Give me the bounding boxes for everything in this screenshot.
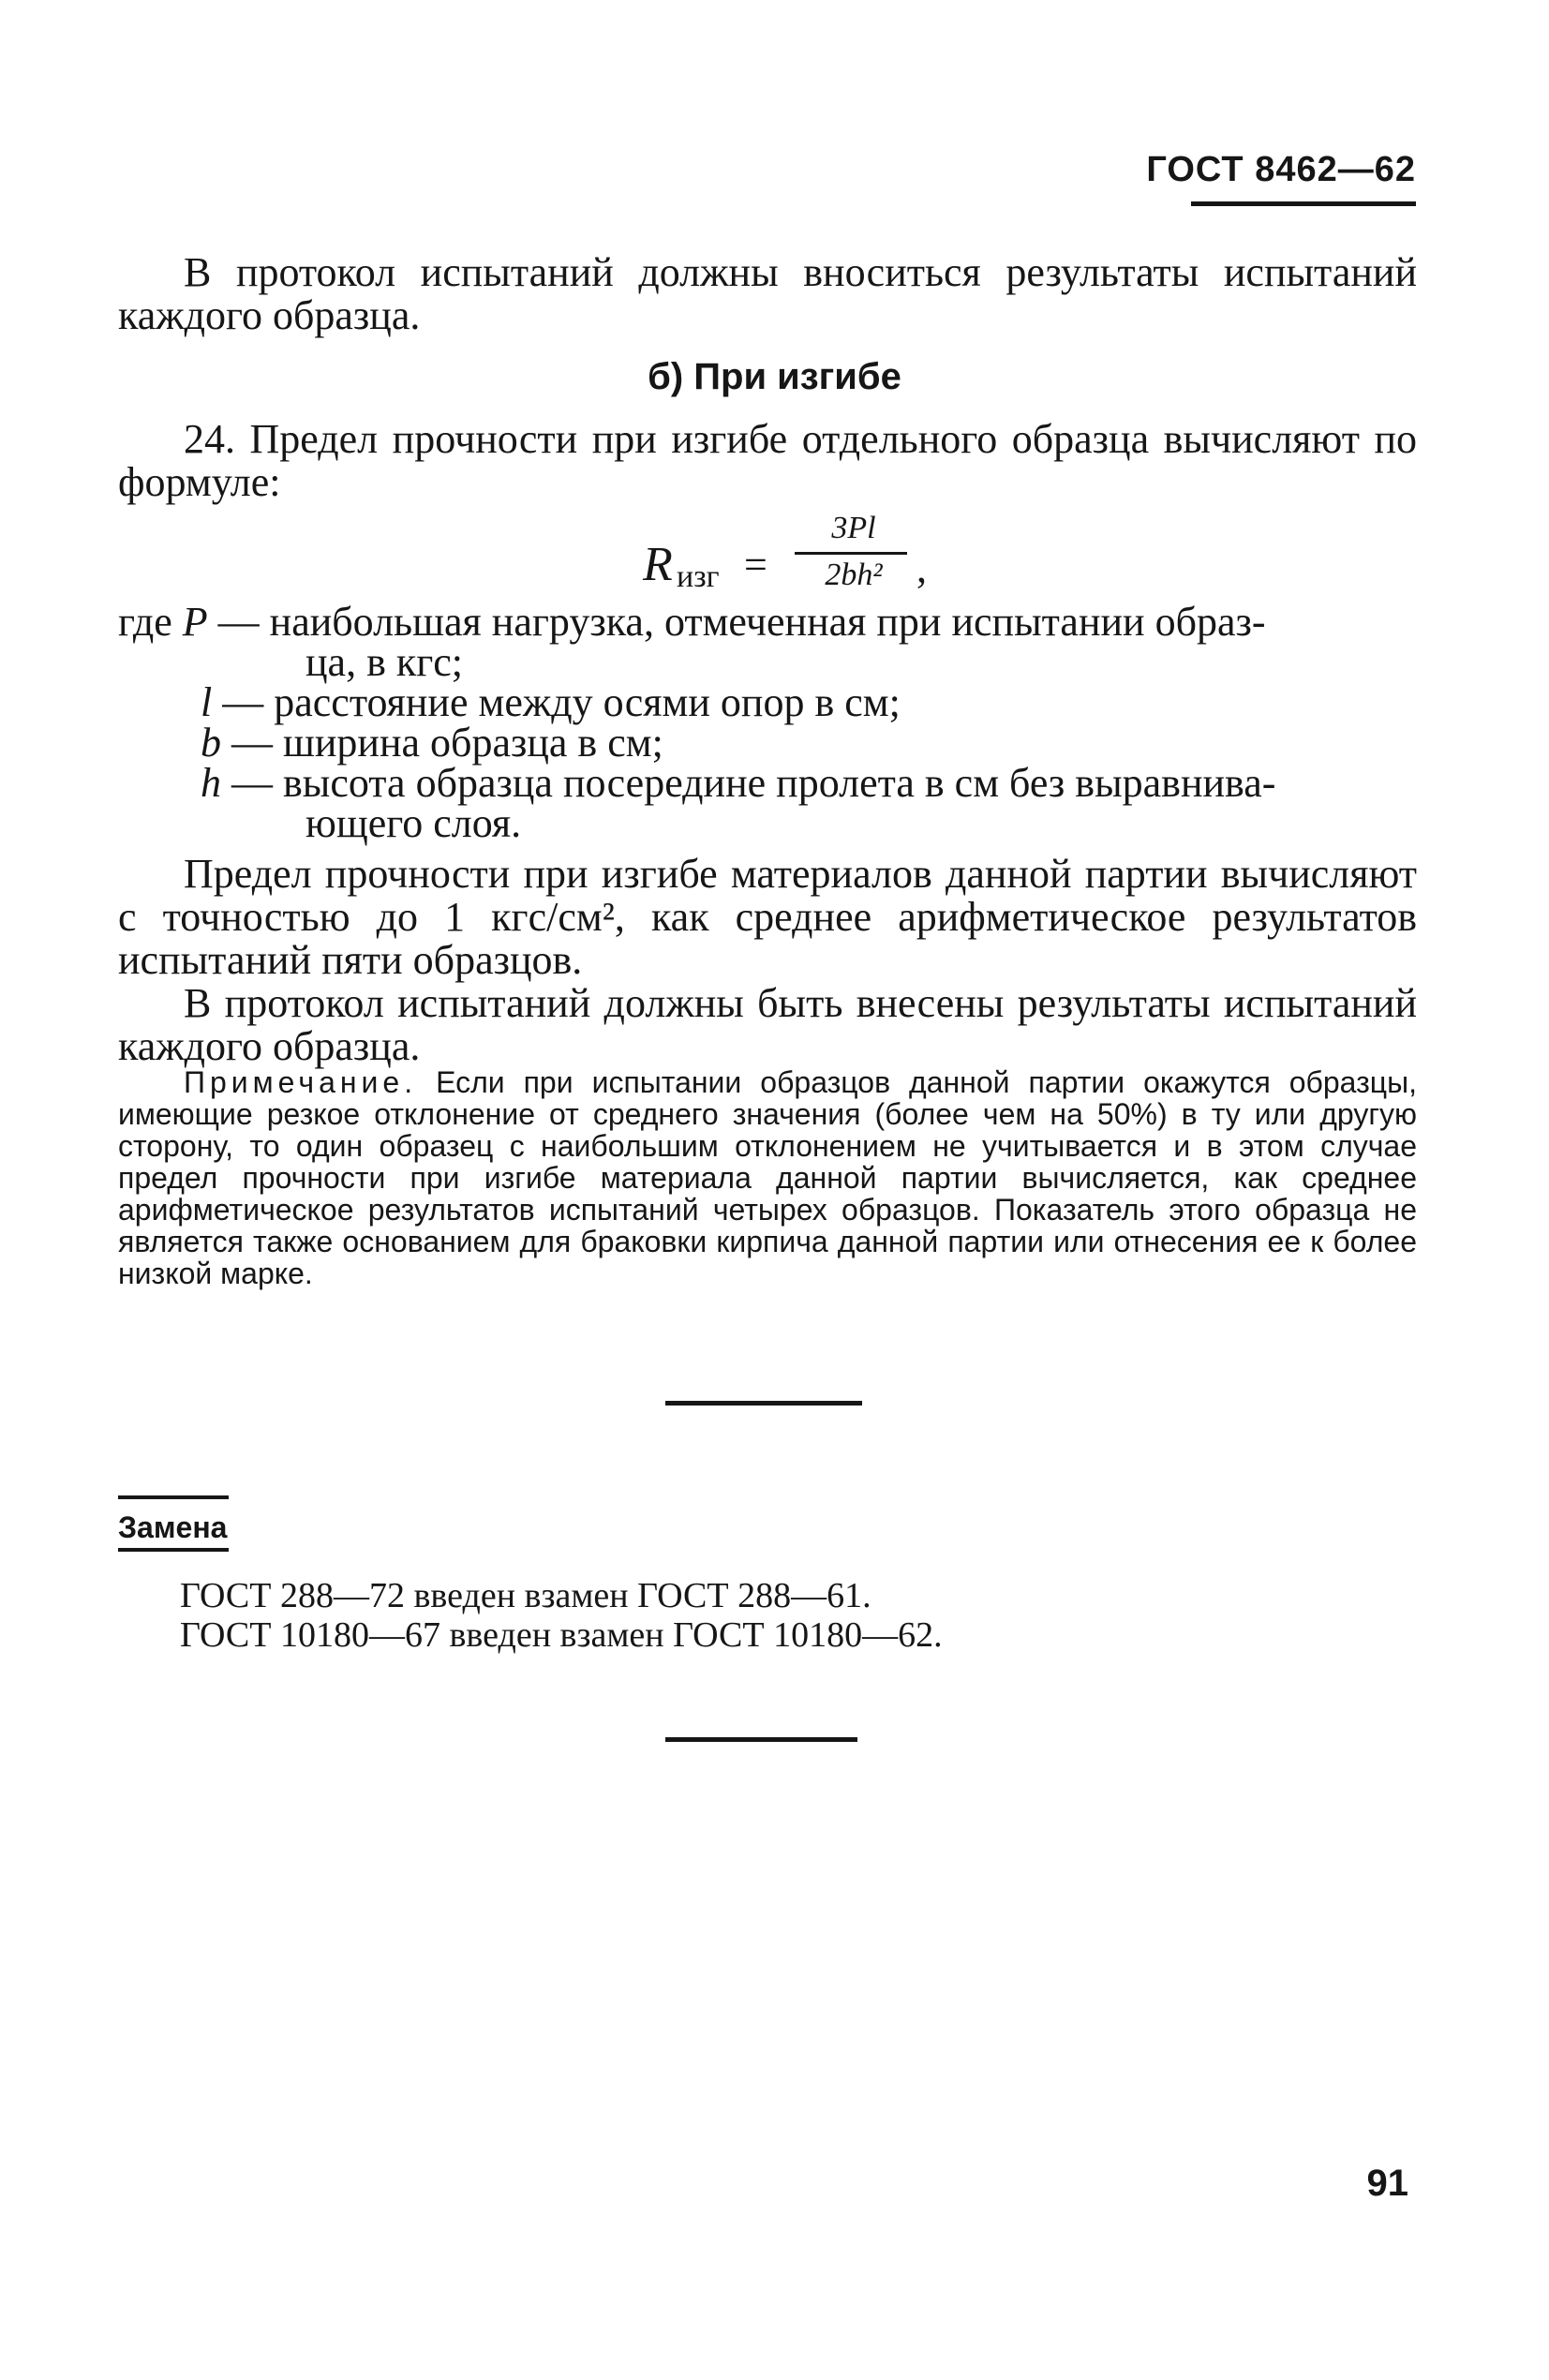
definition-continuation: ца, в кгс; [305, 639, 464, 685]
replacement-line: ГОСТ 10180—67 введен взамен ГОСТ 10180—62. [180, 1615, 943, 1655]
definition-text: — высота образца посередине пролета в см без выравнива- [231, 760, 1276, 806]
mean-paragraph: Предел прочности при изгибе материалов данной партии вычисляют с точностью до 1 кгс/см², как среднее арифметическое результатов испытаний пяти образцов. [118, 851, 1417, 983]
header-rule [1191, 201, 1416, 206]
formula-trailing-comma: , [916, 545, 927, 591]
intro-block [118, 251, 1417, 337]
end-divider [665, 1737, 857, 1742]
note-block [118, 1066, 1417, 1289]
standard-code: ГОСТ 8462—62 [1146, 150, 1416, 189]
definition-symbol: l [201, 679, 213, 725]
replacement-label-rule-bottom [118, 1548, 229, 1552]
note-text: Если при испытании образцов данной партии окажутся образцы, имеющие резкое отклонение от среднего значения (более чем на 50%) в ту или другую сторону, то один образец с наибольшим отклонением не учитывается и в этом случае предел прочности при изгибе материала данной партии вычисляется, как среднее арифметическое результатов испытаний четырех образцов. Показатель этого образца не является также основанием для браковки кирпича данной партии или отнесения ее к более низкой марке. [118, 1065, 1418, 1290]
definition-text: — наибольшая нагрузка, отмеченная при испытании образ- [217, 599, 1266, 645]
definition-b [118, 720, 1417, 766]
definition-symbol: b [201, 720, 221, 766]
formula-equals: = [744, 542, 767, 588]
page-header [1146, 150, 1416, 206]
formula-denominator: 2bh² [825, 558, 883, 592]
bending-strength-formula [643, 511, 943, 595]
record-paragraph: В протокол испытаний должны быть внесены результаты испытаний каждого образца. [118, 980, 1417, 1069]
replacement-label: Замена [118, 1510, 228, 1544]
formula-lhs: R [643, 538, 673, 591]
section-heading: б) При изгибе [648, 356, 901, 397]
definition-l [118, 679, 1417, 725]
replacement-line: ГОСТ 288—72 введен взамен ГОСТ 288—61. [180, 1576, 871, 1615]
definition-text: — расстояние между осями опор в см; [222, 679, 901, 725]
page-number: 91 [1366, 2163, 1408, 2204]
definition-h [118, 760, 1417, 846]
replacement-label-rule-top [118, 1495, 229, 1499]
clause-24-text: 24. Предел прочности при изгибе отдельного образца вычисляют по формуле: [118, 416, 1417, 505]
intro-paragraph: В протокол испытаний должны вноситься результаты испытаний каждого образца. [118, 249, 1417, 338]
formula-fraction-bar [795, 552, 907, 555]
formula-numerator: 3Pl [831, 511, 876, 545]
definition-continuation: ющего слоя. [305, 800, 522, 846]
definition-symbol: h [201, 760, 221, 806]
section-divider [665, 1401, 862, 1406]
definition-p [118, 599, 1417, 685]
variable-definitions [118, 599, 1417, 846]
definition-prefix: где [118, 599, 183, 645]
mean-block [118, 853, 1417, 1068]
definition-text: — ширина образца в см; [231, 720, 663, 766]
note-label: Примечание. [184, 1065, 418, 1099]
clause-24-block [118, 418, 1417, 504]
definition-symbol: P [182, 599, 208, 645]
formula-lhs-subscript: изг [677, 559, 720, 594]
replacement-list [180, 1576, 943, 1655]
